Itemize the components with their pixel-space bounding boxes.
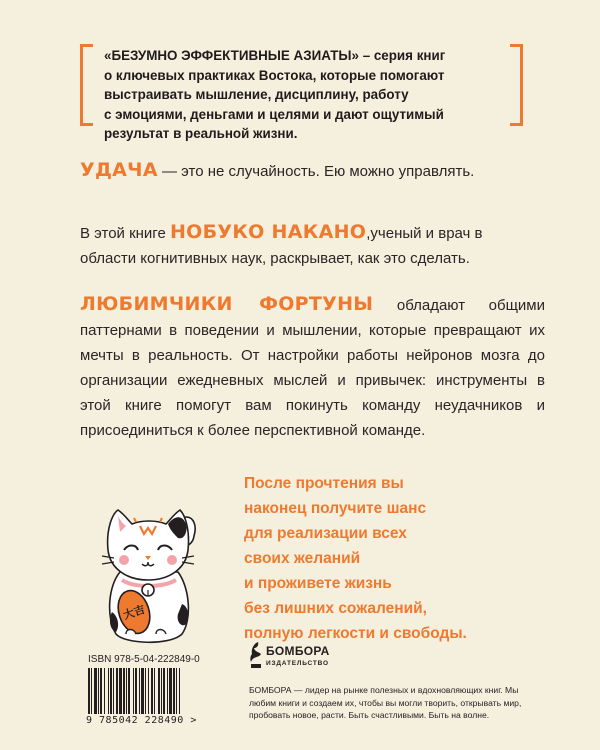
barcode-bar (154, 668, 155, 714)
barcode-bar (110, 668, 112, 714)
barcode-bar (94, 668, 97, 714)
fortune-paragraph (80, 292, 545, 443)
barcode-bar (179, 668, 180, 714)
lucky-cat-illustration (90, 500, 210, 650)
barcode-bar (163, 668, 165, 714)
author-name: НОБУКО НАКАНО (169, 221, 367, 243)
barcode-digits: 9 785042 228490 > (86, 715, 197, 726)
barcode-bar (116, 668, 118, 714)
quote-line: своих желаний (244, 550, 361, 567)
barcode-bar (126, 668, 127, 714)
barcode-bar (88, 668, 90, 714)
publisher-logo-sub: ИЗДАТЕЛЬСТВО (266, 660, 329, 667)
quote-line: без лишних сожалений, (244, 600, 427, 617)
barcode (86, 668, 216, 714)
intro-line: результат в реальной жизни. (104, 126, 298, 142)
series-intro (104, 46, 504, 144)
barcode-bar (173, 668, 175, 714)
barcode-bar (100, 668, 102, 714)
intro-line: о ключевых практиках Востока, которые помогают (104, 67, 445, 83)
coin-glyph: 大吉 (121, 602, 147, 623)
benefit-quote (244, 471, 544, 646)
publisher-logo-name: БОМБОРА (266, 644, 330, 658)
author-before: В этой книге (80, 225, 170, 242)
intro-line: «БЕЗУМНО ЭФФЕКТИВНЫЕ АЗИАТЫ» – серия книг (104, 48, 446, 63)
barcode-bar (145, 668, 146, 714)
author-after: ,ученый и врач в области когнитивных наук, раскрывает, как это сделать. (80, 225, 483, 267)
intro-line: выстраивать мышление, дисциплину, работу (104, 87, 409, 103)
barcode-bar (91, 668, 92, 714)
barcode-bar (161, 668, 162, 714)
fortune-text: обладают общими паттернами в поведении и мышлении, которые превращают их мечты в реальность. От настройки работы нейронов мозга до организации ежедневных мыслей и привычек: инструменты в этой книге помогут вам покинуть команду неудачников и присоединиться к более перспективной команде. (80, 297, 545, 439)
luck-paragraph (80, 158, 540, 184)
barcode-bar (108, 668, 109, 714)
barcode-bar (151, 668, 153, 714)
barcode-bar (176, 668, 177, 714)
left-bracket (80, 44, 93, 126)
fortune-heading: ЛЮБИМЧИКИ ФОРТУНЫ (80, 293, 374, 315)
barcode-bar (98, 668, 99, 714)
quote-line: полную легкости и свободы. (244, 625, 467, 642)
quote-line: наконец получите шанс (244, 500, 427, 517)
barcode-bar (158, 668, 160, 714)
isbn-label: ISBN 978-5-04-222849-0 (88, 654, 200, 665)
barcode-bar (167, 668, 168, 714)
barcode-bar (123, 668, 125, 714)
publisher-description: БОМБОРА — лидер на рынке полезных и вдохновляющих книг. Мы любим книги и создаем их, чтобы вы могли творить, открывать мир, пробовать новое, расти. Быть счастливыми. Быть на волне. (249, 685, 522, 720)
barcode-bar (141, 668, 144, 714)
right-bracket (510, 44, 523, 126)
barcode-bar (113, 668, 114, 714)
barcode-bar (169, 668, 172, 714)
barcode-bar (148, 668, 149, 714)
barcode-bar (139, 668, 140, 714)
barcode-bar (119, 668, 122, 714)
author-paragraph (80, 220, 540, 271)
barcode-bar (135, 668, 137, 714)
luck-heading: УДАЧА (80, 159, 158, 181)
bombora-wave-icon (249, 642, 263, 670)
quote-line: После прочтения вы (244, 475, 404, 492)
luck-text: — это не случайность. Ею можно управлять. (157, 163, 475, 180)
barcode-bar (104, 668, 105, 714)
barcode-bar (133, 668, 134, 714)
quote-line: для реализации всех (244, 525, 407, 542)
intro-line: с эмоциями, деньгами и целями и дают ощутимый (104, 106, 444, 122)
barcode-bar (128, 668, 130, 714)
quote-line: и проживете жизнь (244, 575, 392, 592)
